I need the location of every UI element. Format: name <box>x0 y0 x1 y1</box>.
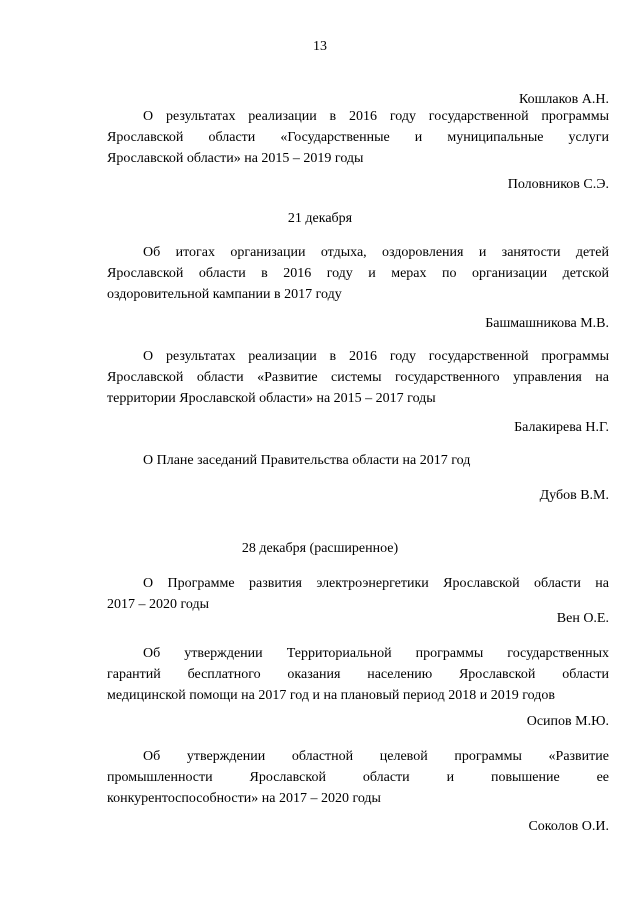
meeting-date-heading: 21 декабря <box>287 211 353 226</box>
speaker-name: Осипов М.Ю. <box>526 714 609 729</box>
speaker-name: Дубов В.М. <box>539 488 609 503</box>
agenda-line: 2017 – 2020 годы <box>107 597 210 612</box>
agenda-item <box>107 573 609 615</box>
page-number: 13 <box>313 39 327 54</box>
agenda-line: О результатах реализации в 2016 году государственной программы <box>143 109 609 124</box>
speaker-name: Соколов О.И. <box>528 819 609 834</box>
speaker-name: Вен О.Е. <box>556 611 609 626</box>
agenda-line: О Плане заседаний Правительства области на 2017 год <box>143 453 471 468</box>
agenda-line: Об утверждении Территориальной программы государственных <box>143 646 609 661</box>
speaker-name: Башмашникова М.В. <box>485 316 609 331</box>
agenda-line: Об утверждении областной целевой программы «Развитие <box>143 749 609 764</box>
agenda-line: Ярославской области» на 2015 – 2019 годы <box>107 151 364 166</box>
agenda-line: Об итогах организации отдыха, оздоровления и занятости детей <box>143 245 609 260</box>
agenda-item <box>107 643 609 706</box>
agenda-line: территории Ярославской области» на 2015 – 2017 годы <box>107 391 436 406</box>
agenda-line: конкурентоспособности» на 2017 – 2020 годы <box>107 791 381 806</box>
agenda-item <box>107 106 609 169</box>
agenda-line: промышленности Ярославской области и повышение ее <box>107 770 609 785</box>
agenda-item <box>107 746 609 809</box>
speaker-name: Половников С.Э. <box>507 177 609 192</box>
speaker-name: Кошлаков А.Н. <box>518 92 609 107</box>
meeting-date-heading: 28 декабря (расширенное) <box>241 541 399 556</box>
agenda-item <box>107 450 609 471</box>
agenda-line: Ярославской области «Государственные и муниципальные услуги <box>107 130 609 145</box>
agenda-line: О Программе развития электроэнергетики Ярославской области на <box>143 576 609 591</box>
agenda-line: оздоровительной кампании в 2017 году <box>107 287 342 302</box>
speaker-name: Балакирева Н.Г. <box>514 420 609 435</box>
agenda-line: Ярославской области в 2016 году и мерах по организации детской <box>107 266 609 281</box>
agenda-line: медицинской помощи на 2017 год и на плановый период 2018 и 2019 годов <box>107 688 555 703</box>
agenda-line: Ярославской области «Развитие системы государственного управления на <box>107 370 609 385</box>
agenda-line: О результатах реализации в 2016 году государственной программы <box>143 349 609 364</box>
agenda-line: гарантий бесплатного оказания населению Ярославской области <box>107 667 609 682</box>
agenda-item <box>107 346 609 409</box>
agenda-item <box>107 242 609 305</box>
